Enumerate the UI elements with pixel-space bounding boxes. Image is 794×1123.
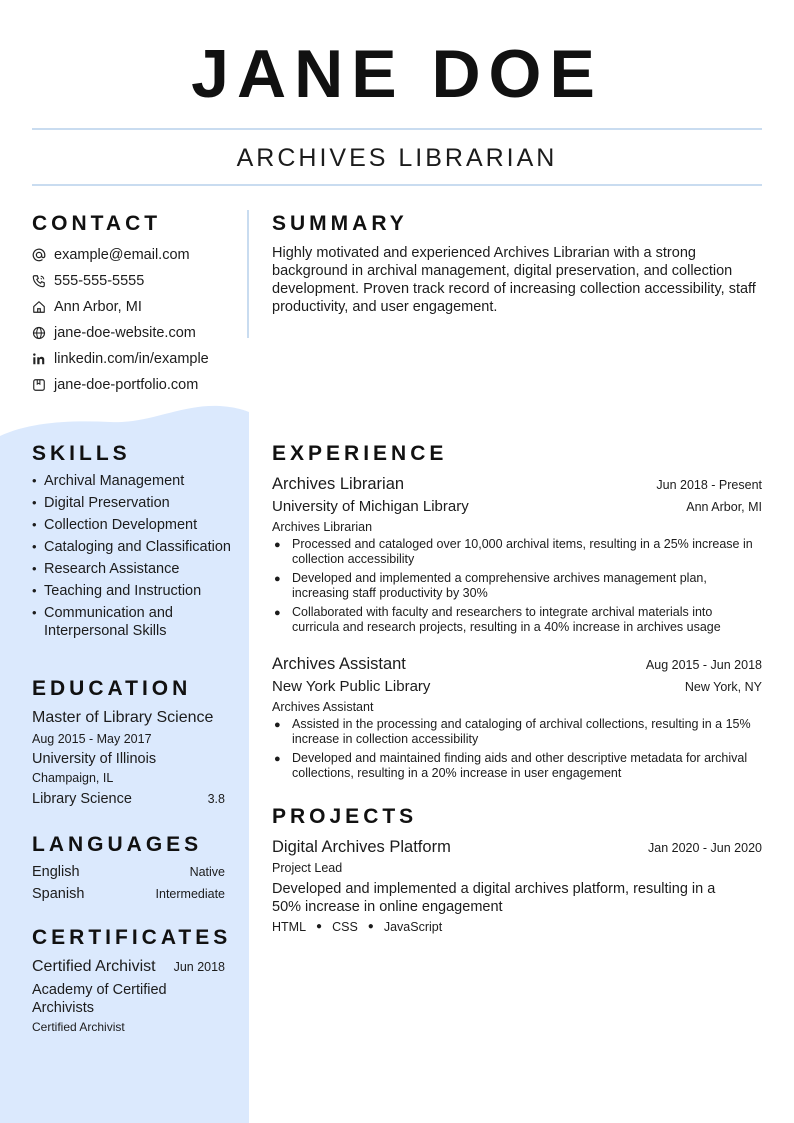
list-item: • Archival Management xyxy=(32,473,185,489)
job-dates: Aug 2015 - Jun 2018 xyxy=(645,658,762,672)
language-level: Native xyxy=(189,865,225,879)
resume-name: JANE DOE xyxy=(191,36,603,112)
certificates-heading: CERTIFICATES xyxy=(32,926,232,949)
at-icon xyxy=(32,248,46,262)
contact-heading: CONTACT xyxy=(32,212,162,235)
linkedin-icon xyxy=(32,352,46,366)
education-gpa: 3.8 xyxy=(207,792,225,806)
contact-list xyxy=(32,242,247,398)
contact-website[interactable] xyxy=(32,320,247,346)
summary-text: Highly motivated and experienced Archives Librarian with a strong background in archival management, digital preservation, and collection development. Proven track record of increasing collection accessibility, staff productivity, and user engagement. xyxy=(272,245,756,315)
contact-portfolio[interactable] xyxy=(32,372,247,398)
languages-heading: LANGUAGES xyxy=(32,833,203,856)
list-item: • Digital Preservation xyxy=(32,495,170,511)
certificate-date: Jun 2018 xyxy=(173,960,225,974)
education-degree: Master of Library Science xyxy=(32,709,214,726)
language-level: Intermediate xyxy=(155,887,225,901)
list-item: ● Developed and maintained finding aids and other descriptive metadata for archival collections, resulting in a 20% increase in user engagement xyxy=(274,751,748,780)
project-entry xyxy=(272,836,762,935)
language-name: English xyxy=(32,864,80,880)
language-name: Spanish xyxy=(32,886,85,902)
education-entry xyxy=(32,708,225,808)
summary-heading: SUMMARY xyxy=(272,212,408,235)
skills-list xyxy=(32,472,237,644)
projects-heading: PROJECTS xyxy=(272,805,418,828)
list-item: • Teaching and Instruction xyxy=(32,583,202,599)
contact-email[interactable] xyxy=(32,242,247,268)
job-bullets xyxy=(272,537,762,635)
contact-phone[interactable] xyxy=(32,268,247,294)
project-title: Digital Archives Platform xyxy=(272,838,451,856)
certificate-name: Certified Archivist xyxy=(32,958,156,975)
experience-heading: EXPERIENCE xyxy=(272,442,448,465)
job-role: Archives Librarian xyxy=(272,520,373,534)
list-item: ● Assisted in the processing and cataloging of archival collections, resulting in a 15% increase in collection accessibility xyxy=(274,717,751,746)
certificate-note: Certified Archivist xyxy=(32,1020,125,1034)
resume-job-title: ARCHIVES LIBRARIAN xyxy=(236,144,558,172)
language-row xyxy=(32,863,225,885)
experience-entry-1 xyxy=(272,473,762,639)
home-icon xyxy=(32,300,46,314)
job-bullets xyxy=(272,717,762,781)
list-item: • Cataloging and Classification xyxy=(32,539,231,555)
education-dates: Aug 2015 - May 2017 xyxy=(32,732,152,746)
list-item: ● Developed and implemented a comprehensive archives management plan, increasing staff productivity by 30% xyxy=(274,571,707,600)
globe-icon xyxy=(32,326,46,340)
education-heading: EDUCATION xyxy=(32,677,192,700)
certificate-entry xyxy=(32,957,225,1035)
job-location: Ann Arbor, MI xyxy=(686,500,762,514)
contact-phone-text: 555-555-5555 xyxy=(54,273,145,289)
column-divider xyxy=(247,210,249,338)
project-tag: HTML xyxy=(272,920,307,934)
education-school: University of Illinois xyxy=(32,751,157,767)
list-item: ● Processed and cataloged over 10,000 archival items, resulting in a 25% increase in collection accessibility xyxy=(274,537,753,566)
header-rule-top xyxy=(32,128,762,130)
job-title: Archives Librarian xyxy=(272,475,405,493)
job-dates: Jun 2018 - Present xyxy=(656,478,762,492)
certificate-issuer: Academy of Certified Archivists xyxy=(32,982,167,1016)
list-item: • Research Assistance xyxy=(32,561,180,577)
header-rule-bottom xyxy=(32,184,762,186)
project-role: Project Lead xyxy=(272,861,343,875)
languages-list xyxy=(32,863,225,907)
project-tags: HTML ● CSS ● JavaScript xyxy=(272,920,443,934)
job-role: Archives Assistant xyxy=(272,700,374,714)
education-location: Champaign, IL xyxy=(32,771,114,785)
contact-location-text: Ann Arbor, MI xyxy=(54,299,142,315)
language-row xyxy=(32,885,225,907)
project-description: Developed and implemented a digital archives platform, resulting in a 50% increase in online engagement xyxy=(272,881,716,915)
contact-email-text: example@email.com xyxy=(54,247,190,263)
skills-heading: SKILLS xyxy=(32,442,131,465)
contact-website-text: jane-doe-website.com xyxy=(54,325,196,341)
job-title: Archives Assistant xyxy=(272,655,406,673)
project-dates: Jan 2020 - Jun 2020 xyxy=(648,841,762,855)
job-company: University of Michigan Library xyxy=(272,498,469,515)
project-tag: JavaScript xyxy=(383,920,443,934)
project-tag: CSS xyxy=(332,920,358,934)
portfolio-icon xyxy=(32,378,46,392)
contact-location xyxy=(32,294,247,320)
contact-portfolio-text: jane-doe-portfolio.com xyxy=(54,377,199,393)
phone-icon xyxy=(32,274,46,288)
job-company: New York Public Library xyxy=(272,678,431,695)
job-location: New York, NY xyxy=(684,680,762,694)
contact-linkedin-text: linkedin.com/in/example xyxy=(54,351,209,367)
education-field: Library Science xyxy=(32,791,132,807)
list-item: • Collection Development xyxy=(32,517,198,533)
contact-linkedin[interactable] xyxy=(32,346,247,372)
experience-entry-2 xyxy=(272,653,762,785)
list-item: ● Collaborated with faculty and researchers to integrate archival materials into curricula and research projects, resulting in a 40% increase in archives usage xyxy=(274,605,721,634)
list-item: • Communication and Interpersonal Skills xyxy=(32,605,173,639)
